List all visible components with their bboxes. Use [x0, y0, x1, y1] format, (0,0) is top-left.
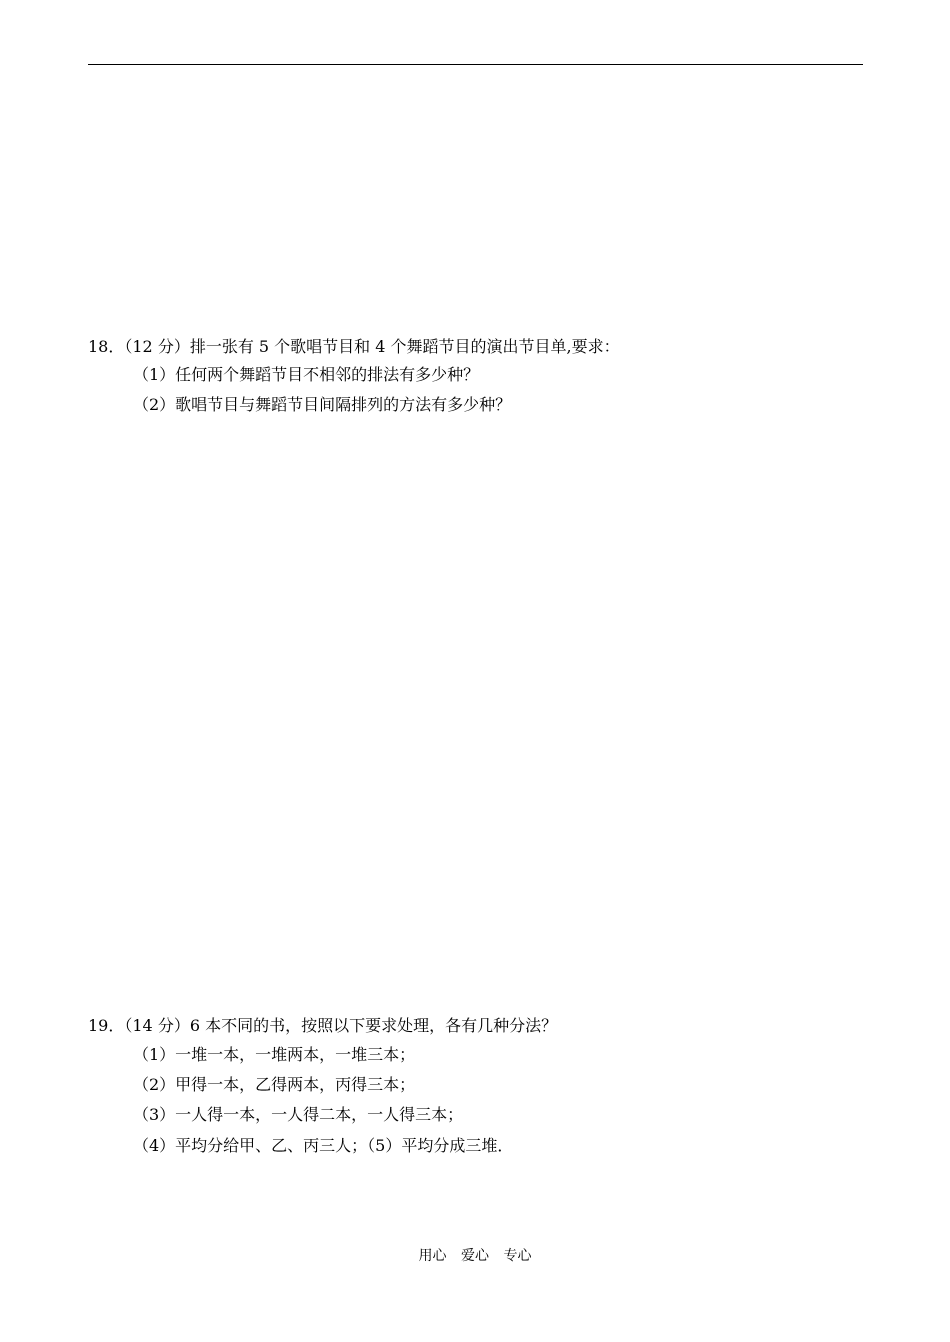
question-text: （14 分）6 本不同的书，按照以下要求处理，各有几种分法？ [124, 1016, 558, 1035]
question-19-stem [88, 1016, 557, 1036]
question-text: （12 分）排一张有 5 个歌唱节目和 4 个舞蹈节目的演出节目单,要求： [124, 337, 620, 356]
question-18-stem [88, 337, 620, 357]
question-number: 19． [88, 1016, 125, 1035]
question-19-part-3: （3）一人得一本，一人得二本，一人得三本； [133, 1105, 464, 1124]
page-footer [0, 1246, 950, 1266]
footer-item: 专心 [503, 1248, 532, 1264]
question-19-part-2: （2）甲得一本，乙得两本，丙得三本； [133, 1075, 416, 1094]
question-number: 18． [88, 337, 125, 356]
footer-item: 用心 [418, 1248, 447, 1264]
question-19-part-4: （4）平均分给甲、乙、丙三人；（5）平均分成三堆． [133, 1136, 514, 1155]
footer-item: 爱心 [461, 1248, 489, 1264]
header-rule [88, 64, 863, 65]
question-18-part-2: （2）歌唱节目与舞蹈节目间隔排列的方法有多少种？ [133, 395, 512, 414]
question-18-part-1: （1）任何两个舞蹈节目不相邻的排法有多少种？ [133, 365, 480, 384]
question-19-part-1: （1）一堆一本，一堆两本，一堆三本； [133, 1045, 416, 1064]
